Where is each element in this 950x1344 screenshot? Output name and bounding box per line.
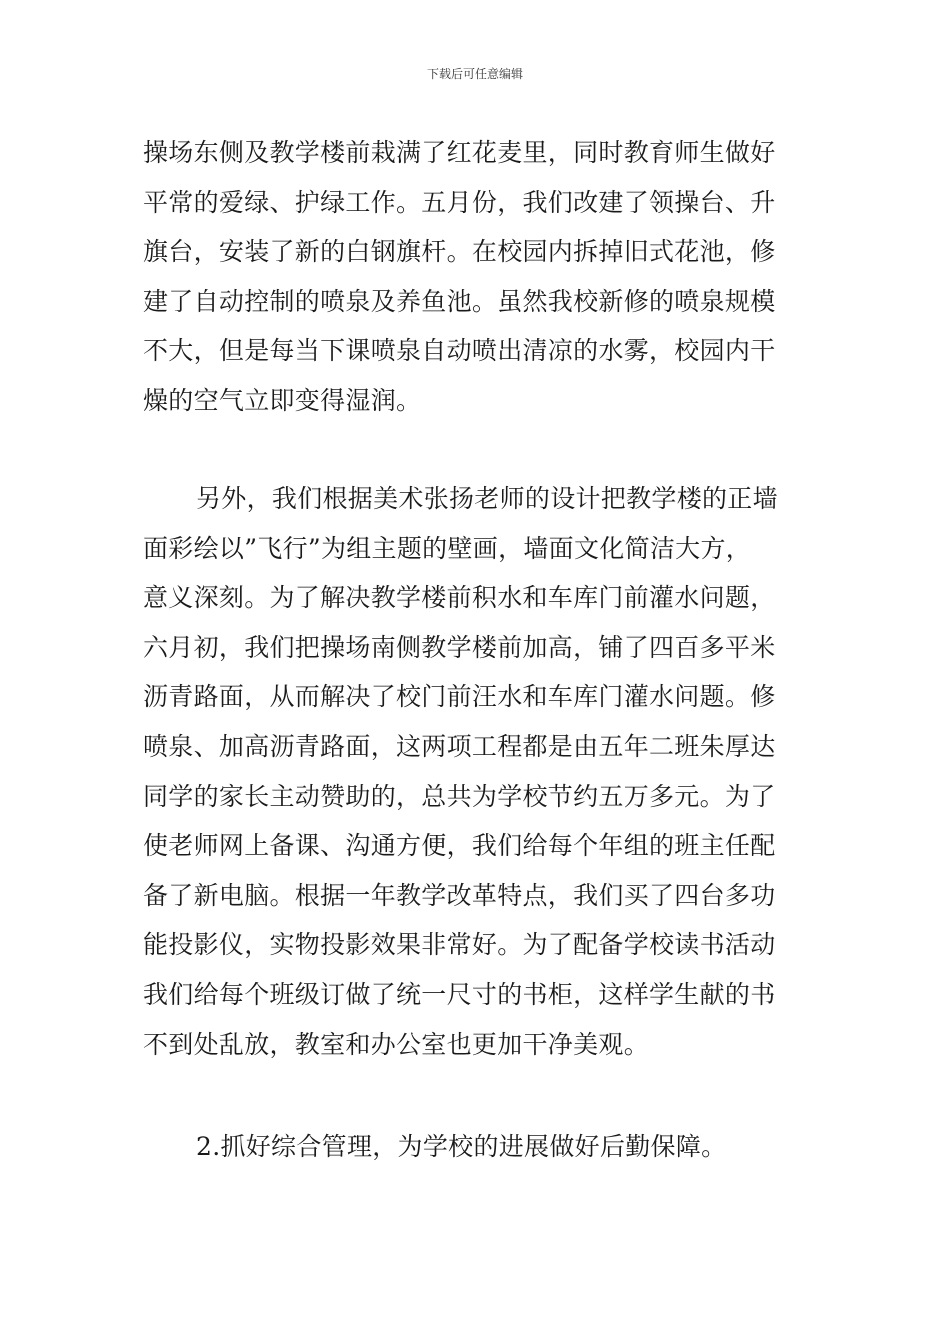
text-line: 2.抓好综合管理，为学校的进展做好后勤保障。 [196,1132,727,1161]
text-line: 不到处乱放，教室和办公室也更加干净美观。 [143,1029,650,1059]
page-header: 下载后可任意编辑 [426,67,523,81]
text-line: 能投影仪，实物投影效果非常好。为了配备学校读书活动 [143,930,776,960]
section-heading [143,1122,811,1172]
text-line: 不大，但是每当下课喷泉自动喷出清凉的水雾，校园内干 [143,336,776,366]
text-line: 旗台，安装了新的白钢旗杆。在校园内拆掉旧式花池，修 [143,237,776,267]
text-line: 另外，我们根据美术张扬老师的设计把教学楼的正墙 [196,484,778,513]
text-line: 燥的空气立即变得湿润。 [143,385,422,415]
text-line: 使老师网上备课、沟通方便，我们给每个年组的班主任配 [143,831,776,861]
text-line: 我们给每个班级订做了统一尺寸的书柜，这样学生献的书 [143,979,776,1009]
body-paragraph-2 [143,474,811,1069]
text-line: 沥青路面，从而解决了校门前汪水和车库门灌水问题。修 [143,682,776,712]
text-line: 建了自动控制的喷泉及养鱼池。虽然我校新修的喷泉规模 [143,286,776,316]
text-line: 六月初，我们把操场南侧教学楼前加高，铺了四百多平米 [143,632,776,662]
text-line: 喷泉、加高沥青路面，这两项工程都是由五年二班朱厚达 [143,731,776,761]
text-line: 同学的家长主动赞助的，总共为学校节约五万多元。为了 [143,781,776,811]
text-line: 操场东侧及教学楼前栽满了红花麦里，同时教育师生做好 [143,138,776,167]
text-line: 平常的爱绿、护绿工作。五月份，我们改建了领操台、升 [143,187,776,217]
text-line: 意义深刻。为了解决教学楼前积水和车库门前灌水问题， [143,583,776,613]
text-line: 面彩绘以”飞行”为组主题的壁画，墙面文化简洁大方， [143,533,752,563]
text-line: 备了新电脑。根据一年教学改革特点，我们买了四台多功 [143,880,776,910]
body-paragraph-1 [143,128,811,426]
